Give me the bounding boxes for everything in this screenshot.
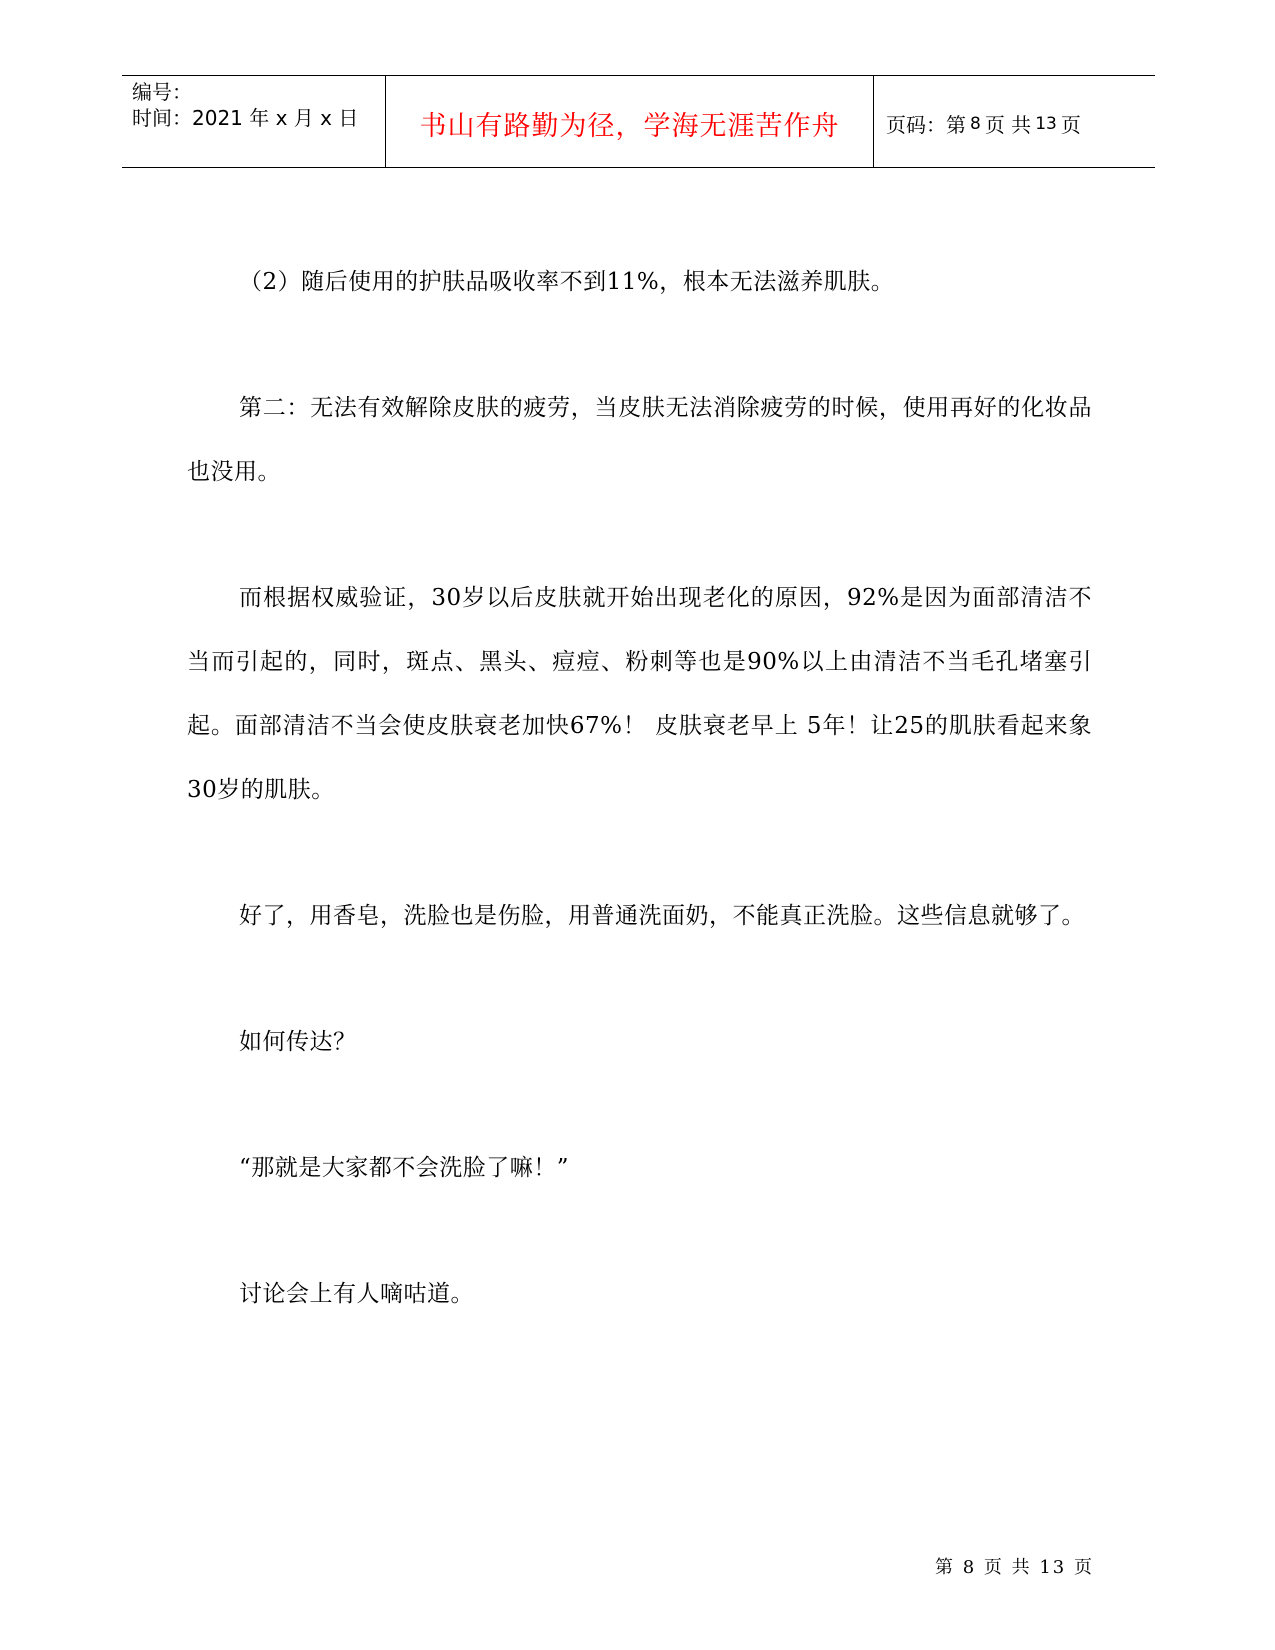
motto: 书山有路勤为径，学海无涯苦作舟 (419, 111, 840, 142)
page-footer: 第 8 页 共 13 页 (935, 1557, 1094, 1578)
page-total: 13 (1035, 113, 1057, 134)
number-label: 编号： (132, 80, 192, 104)
header-page-info (874, 76, 1155, 167)
paragraph: （2）随后使用的护肤品吸收率不到11%，根本无法滋养肌肤。 (239, 269, 895, 295)
document-body (187, 250, 1092, 1326)
page-current: 8 (970, 113, 981, 134)
paragraph: 如何传达？ (239, 1029, 357, 1055)
paragraph: “那就是大家都不会洗脸了嘛！” (239, 1155, 570, 1181)
page-suffix: 页 (1060, 113, 1081, 137)
header-motto-cell (386, 76, 874, 167)
header-meta (122, 76, 386, 167)
page-header (122, 75, 1155, 168)
paragraph: 好了，用香皂，洗脸也是伤脸，用普通洗面奶，不能真正洗脸。这些信息就够了。 (239, 903, 1085, 929)
paragraph: 讨论会上有人嘀咕道。 (239, 1281, 474, 1307)
time-label: 时间：2021 年 x 月 x 日 (132, 106, 359, 130)
paragraph: 第二：无法有效解除皮肤的疲劳，当皮肤无法消除疲劳的时候，使用再好的化妆品也没用。 (187, 395, 1092, 485)
page-mid: 页 共 (984, 113, 1032, 137)
page-prefix: 页码：第 (886, 113, 966, 137)
paragraph: 而根据权威验证，30岁以后皮肤就开始出现老化的原因，92%是因为面部清洁不当而引起的，同时，斑点、黑头、痘痘、粉刺等也是90%以上由清洁不当毛孔堵塞引起。面部清洁不当会使皮肤衰老加快67%！ 皮肤衰老早上 5年！让25的肌肤看起来象30岁的肌肤。 (187, 585, 1092, 803)
